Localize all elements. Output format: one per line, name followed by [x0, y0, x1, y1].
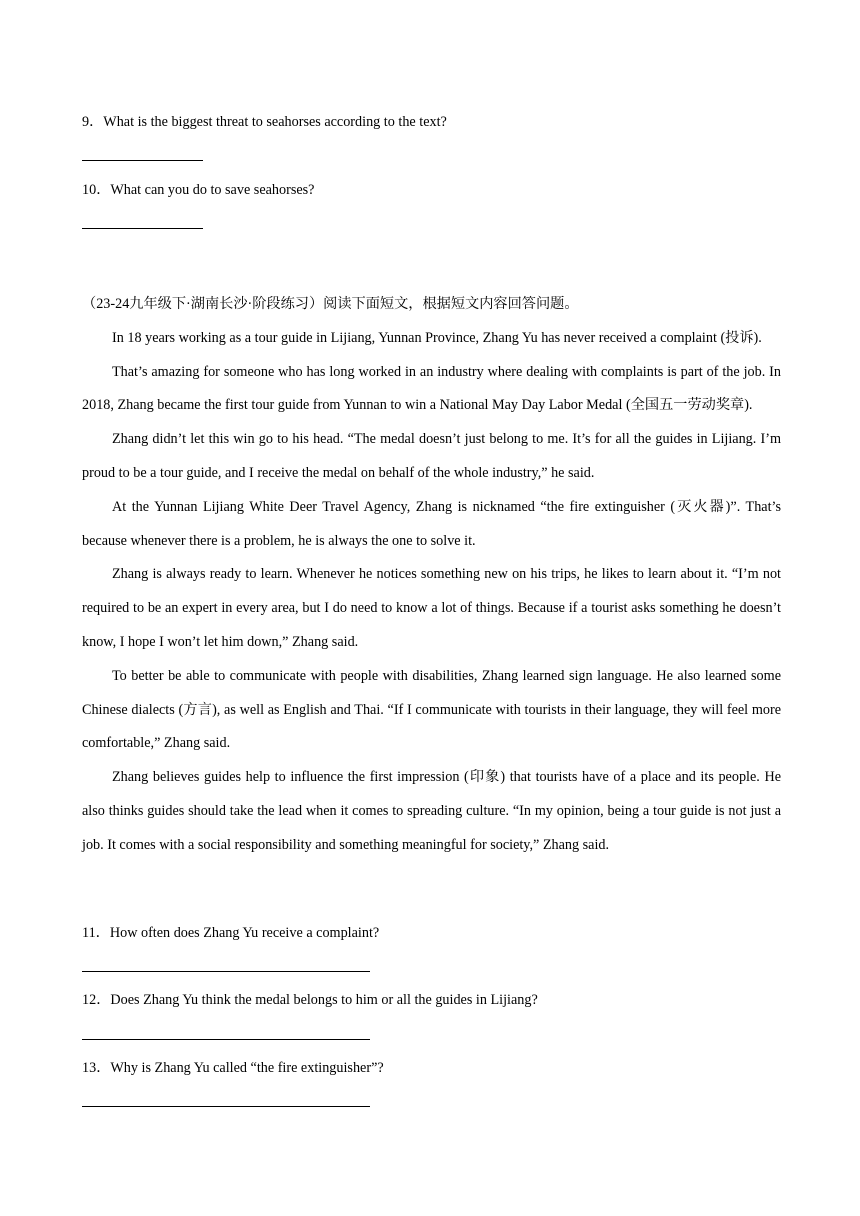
answer-line-9[interactable] [82, 160, 203, 161]
question-text: Does Zhang Yu think the medal belongs to him or all the guides in Lijiang? [110, 992, 538, 1008]
question-number: 13． [82, 1060, 111, 1076]
question-text: What can you do to save seahorses? [110, 182, 315, 198]
question-number: 12． [82, 992, 111, 1008]
section-header: （23-24九年级下·湖南长沙·阶段练习）阅读下面短文，根据短文内容回答问题。 [82, 296, 579, 312]
question-13 [82, 1058, 384, 1078]
question-number: 9． [82, 114, 104, 130]
question-11 [82, 923, 379, 943]
answer-line-12[interactable] [82, 1039, 370, 1040]
question-text: What is the biggest threat to seahorses according to the text? [103, 114, 447, 130]
passage-paragraph: Zhang believes guides help to influence the first impression (印象) that tourists have of a place and its people. He also thinks guides should take the lead when it comes to spreading culture. “In my opinion, being a tour guide is not just a job. It comes with a social responsibility and something meaningful for society,” Zhang said. [82, 769, 781, 853]
question-12 [82, 990, 538, 1010]
passage-paragraph: In 18 years working as a tour guide in Lijiang, Yunnan Province, Zhang Yu has never received a complaint (投诉). [112, 329, 762, 346]
answer-line-11[interactable] [82, 971, 370, 972]
question-text: Why is Zhang Yu called “the fire extinguisher”? [110, 1060, 384, 1076]
question-number: 11． [82, 925, 110, 941]
passage-paragraph: Zhang is always ready to learn. Whenever he notices something new on his trips, he likes to learn about it. “I’m not required to be an expert in every area, but I do need to know a lot of things. Because if a tourist asks something he doesn’t know, I hope I won’t let him down,” Zhang said. [82, 566, 781, 650]
answer-line-10[interactable] [82, 228, 203, 229]
question-number: 10． [82, 182, 111, 198]
answer-line-13[interactable] [82, 1106, 370, 1107]
question-10 [82, 180, 314, 200]
reading-passage [82, 288, 781, 863]
passage-paragraph: Zhang didn’t let this win go to his head. “The medal doesn’t just belong to me. It’s for all the guides in Lijiang. I’m proud to be a tour guide, and I receive the medal on behalf of the whole industry,” he said. [82, 431, 781, 481]
passage-paragraph: At the Yunnan Lijiang White Deer Travel Agency, Zhang is nicknamed “the fire extinguisher (灭火器)”. That’s because whenever there is a problem, he is always the one to solve it. [82, 498, 781, 549]
passage-paragraph: To better be able to communicate with people with disabilities, Zhang learned sign language. He also learned some Chinese dialects (方言), as well as English and Thai. “If I communicate with tourists in their language, they will feel more comfortable,” Zhang said. [82, 667, 781, 752]
question-text: How often does Zhang Yu receive a complaint? [109, 925, 380, 941]
question-9 [82, 112, 447, 132]
passage-paragraph: That’s amazing for someone who has long worked in an industry where dealing with complaints is part of the job. In 2018, Zhang became the first tour guide from Yunnan to win a National May Day Labor Medal (全国五一劳动奖章). [82, 363, 781, 414]
